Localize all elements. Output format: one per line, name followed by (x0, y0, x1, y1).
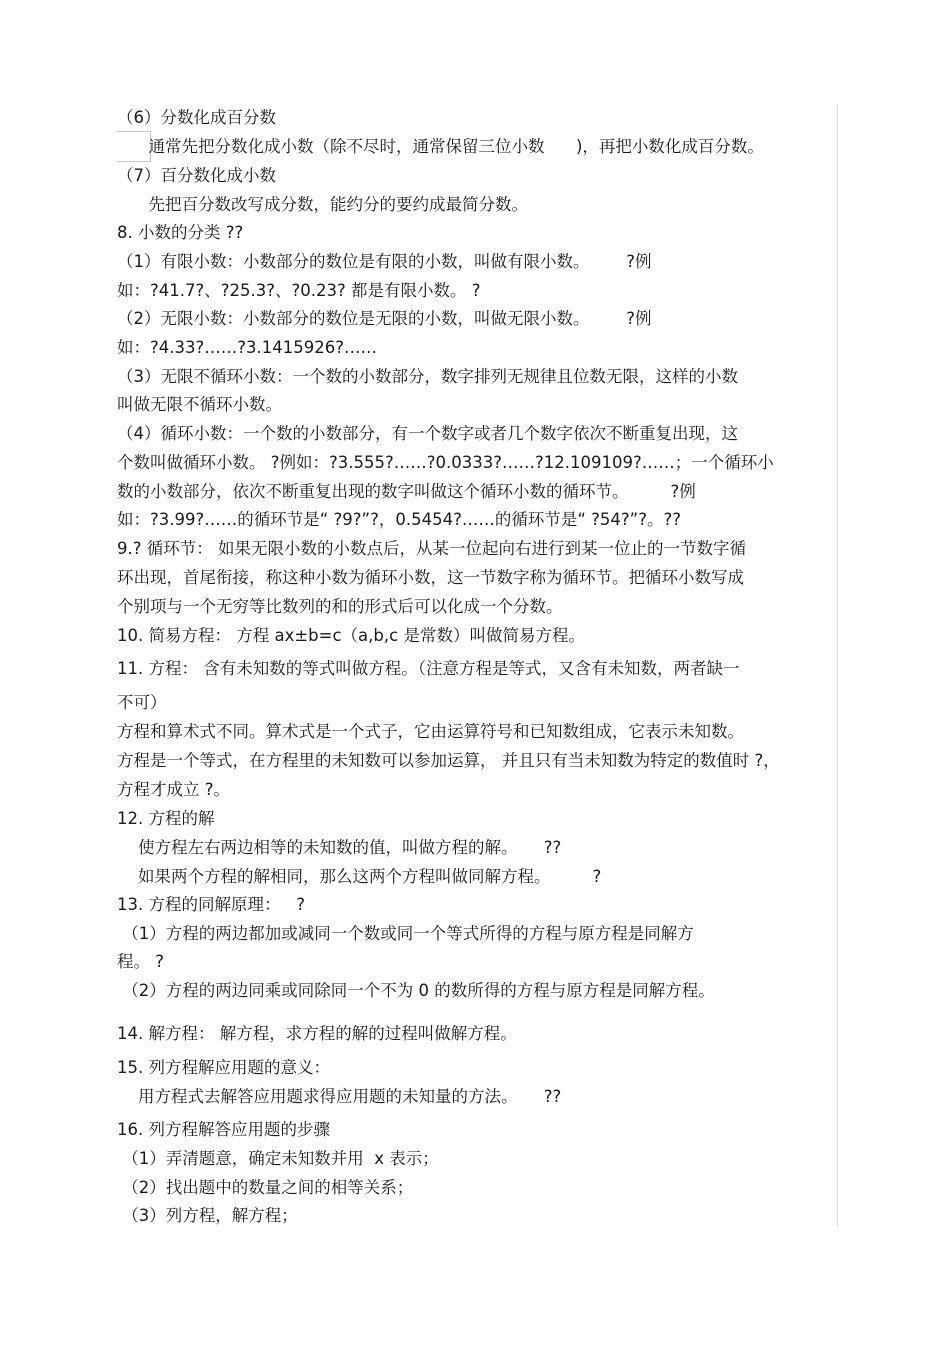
text-line: （1）有限小数：小数部分的数位是有限的小数，叫做有限小数。 ?例 (117, 252, 652, 271)
text-line: 用方程式去解答应用题求得应用题的未知量的方法。 ?? (117, 1087, 562, 1106)
text-line: 如：?41.7?、?25.3?、?0.23? 都是有限小数。 ? (117, 281, 481, 300)
text-line: 通常先把分数化成小数（除不尽时，通常保留三位小数 )，再把小数化成百分数。 (117, 137, 764, 156)
text-line: 如果两个方程的解相同，那么这两个方程叫做同解方程。 ? (117, 867, 602, 886)
text-line: （7）百分数化成小数 (117, 166, 276, 185)
text-line: 11. 方程： 含有未知数的等式叫做方程。（注意方程是等式，又含有未知数，两者缺一 (117, 659, 740, 678)
text-line: 先把百分数改写成分数，能约分的要约成最简分数。 (117, 195, 528, 214)
text-line: 9.? 循环节： 如果无限小数的小数点后，从某一位起向右进行到某一位止的一节数字循 (117, 539, 746, 558)
text-box-border-top (117, 131, 151, 132)
text-line: （1）弄清题意，确定未知数并用 x 表示； (117, 1149, 439, 1168)
text-line: 13. 方程的同解原理： ? (117, 895, 305, 914)
text-line: （2）方程的两边同乘或同除同一个不为 0 的数所得的方程与原方程是同解方程。 (117, 981, 715, 1000)
text-line: （4）循环小数：一个数的小数部分，有一个数字或者几个数字依次不断重复出现，这 (117, 424, 738, 443)
text-line: （3）无限不循环小数：一个数的小数部分，数字排列无规律且位数无限，这样的小数 (117, 367, 738, 386)
text-line: 程。 ? (117, 952, 165, 971)
text-line: 10. 简易方程： 方程 ax±b=c（a,b,c 是常数）叫做简易方程。 (117, 626, 585, 645)
text-line: 如：?3.99?……的循环节是“ ?9?”?，0.5454?……的循环节是“ ?54?”?。?? (117, 510, 681, 529)
text-line: 如：?4.33?……?3.1415926?…… (117, 338, 377, 357)
text-line: 方程是一个等式，在方程里的未知数可以参加运算， 并且只有当未知数为特定的数值时 ?， (117, 751, 780, 770)
text-line: 不可） (117, 693, 167, 712)
text-line: （1）方程的两边都加或减同一个数或同一个等式所得的方程与原方程是同解方 (117, 924, 694, 943)
text-line: 15. 列方程解应用题的意义： (117, 1058, 330, 1077)
text-line: 个数叫做循环小数。 ?例如：?3.555?……?0.0333?……?12.109109?……；一个循环小 (117, 453, 774, 472)
text-line: 个别项与一个无穷等比数列的和的形式后可以化成一个分数。 (117, 597, 563, 616)
text-line: （6）分数化成百分数 (117, 108, 276, 127)
right-margin-line (837, 104, 838, 1226)
text-line: 16. 列方程解答应用题的步骤 (117, 1120, 330, 1139)
text-line: 方程和算术式不同。算术式是一个式子，它由运算符号和已知数组成，它表示未知数。 (117, 722, 744, 741)
text-line: （3）列方程，解方程； (117, 1206, 298, 1225)
text-line: 方程才成立 ?。 (117, 780, 231, 799)
text-line: （2）找出题中的数量之间的相等关系； (117, 1178, 414, 1197)
text-line: （2）无限小数：小数部分的数位是无限的小数，叫做无限小数。 ?例 (117, 309, 652, 328)
text-line: 8. 小数的分类 ?? (117, 223, 244, 242)
text-line: 12. 方程的解 (117, 809, 215, 828)
text-line: 叫做无限不循环小数。 (117, 395, 282, 414)
text-line: 环出现，首尾衔接，称这种小数为循环小数，这一节数字称为循环节。把循环小数写成 (117, 568, 744, 587)
text-line: 使方程左右两边相等的未知数的值，叫做方程的解。 ?? (117, 838, 562, 857)
text-box-border-bottom (117, 161, 151, 162)
text-line: 14. 解方程： 解方程，求方程的解的过程叫做解方程。 (117, 1024, 517, 1043)
text-line: 数的小数部分，依次不断重复出现的数字叫做这个循环小数的循环节。 ?例 (117, 482, 696, 501)
